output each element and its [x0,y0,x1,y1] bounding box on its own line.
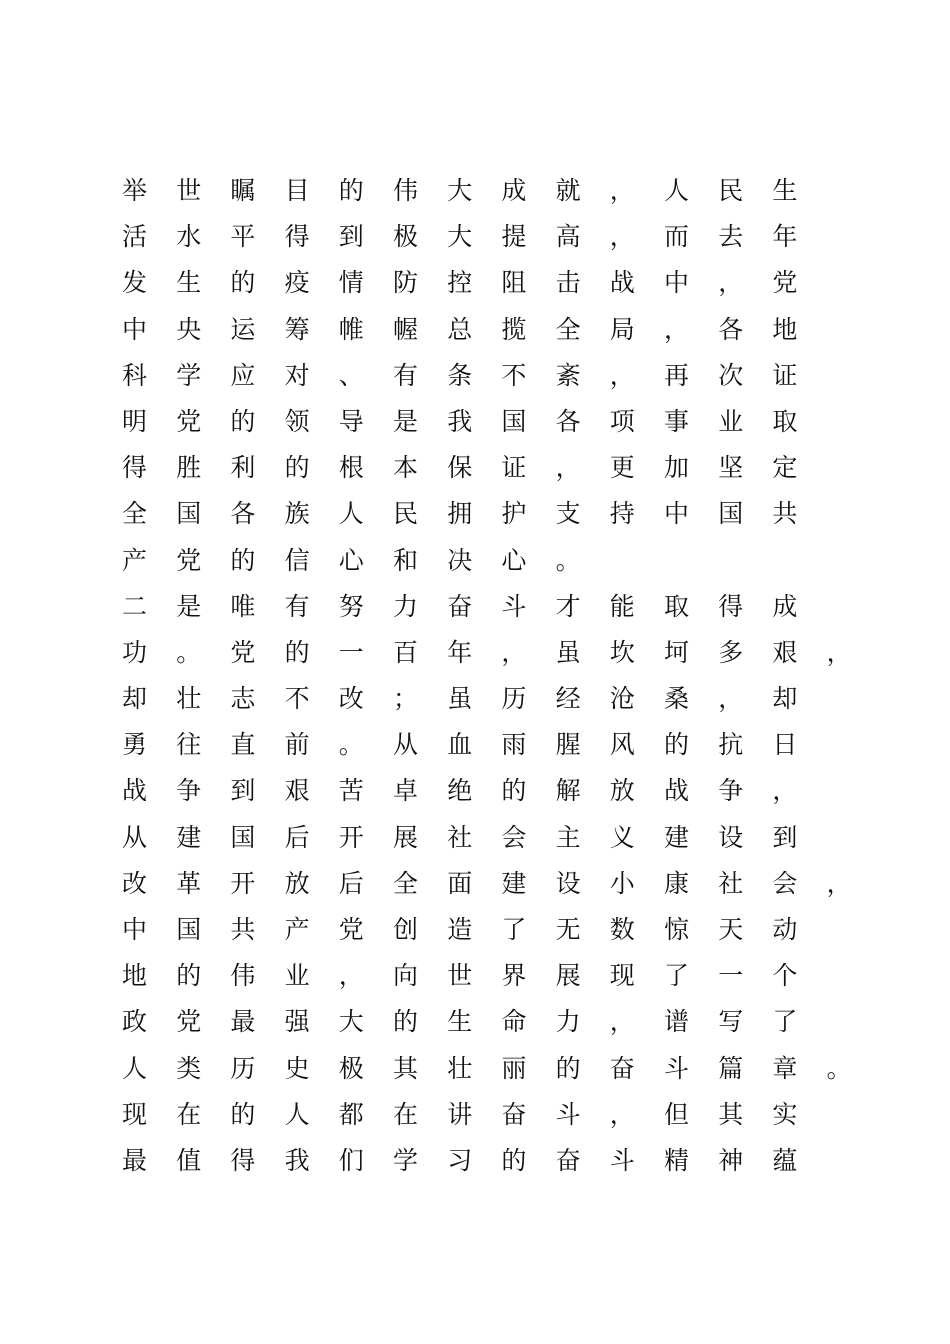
text-line: 举世瞩目的伟大成就，人民生 [122,176,827,205]
text-line: 地的伟业，向世界展现了一个 [122,961,827,991]
text-line: 中央运筹帷幄总揽全局，各地 [122,314,827,344]
text-line: 活水平得到极大提高，而去年 [122,222,827,252]
text-line: 产党的信心和决心。 [122,545,610,575]
text-line: 科学应对、有条不紊，再次证 [122,360,827,390]
text-line: 却壮志不改；虽历经沧桑，却 [122,684,827,714]
text-line: 政党最强大的生命力，谱写了 [122,1007,827,1037]
text-line: 人类历史极其壮丽的奋斗篇章。 [122,1053,881,1083]
text-line: 二是唯有努力奋斗才能取得成 [122,591,827,621]
text-line: 全国各族人民拥护支持中国共 [122,499,827,529]
text-line: 发生的疫情防控阻击战中，党 [122,268,827,298]
text-line: 功。党的一百年，虽坎坷多艰， [122,637,881,667]
text-line: 明党的领导是我国各项事业取 [122,406,827,436]
text-line: 勇往直前。从血雨腥风的抗日 [122,730,827,760]
body-text [122,168,881,1184]
text-line: 现在的人都在讲奋斗，但其实 [122,1099,827,1129]
text-line: 中国共产党创造了无数惊天动 [122,915,827,944]
text-line: 得胜利的根本保证，更加坚定 [122,453,827,483]
text-line: 最值得我们学习的奋斗精神蕴 [122,1145,827,1175]
text-line: 从建国后开展社会主义建设到 [122,822,827,852]
text-line: 改革开放后全面建设小康社会， [122,868,881,898]
text-line: 战争到艰苦卓绝的解放战争， [122,776,827,806]
